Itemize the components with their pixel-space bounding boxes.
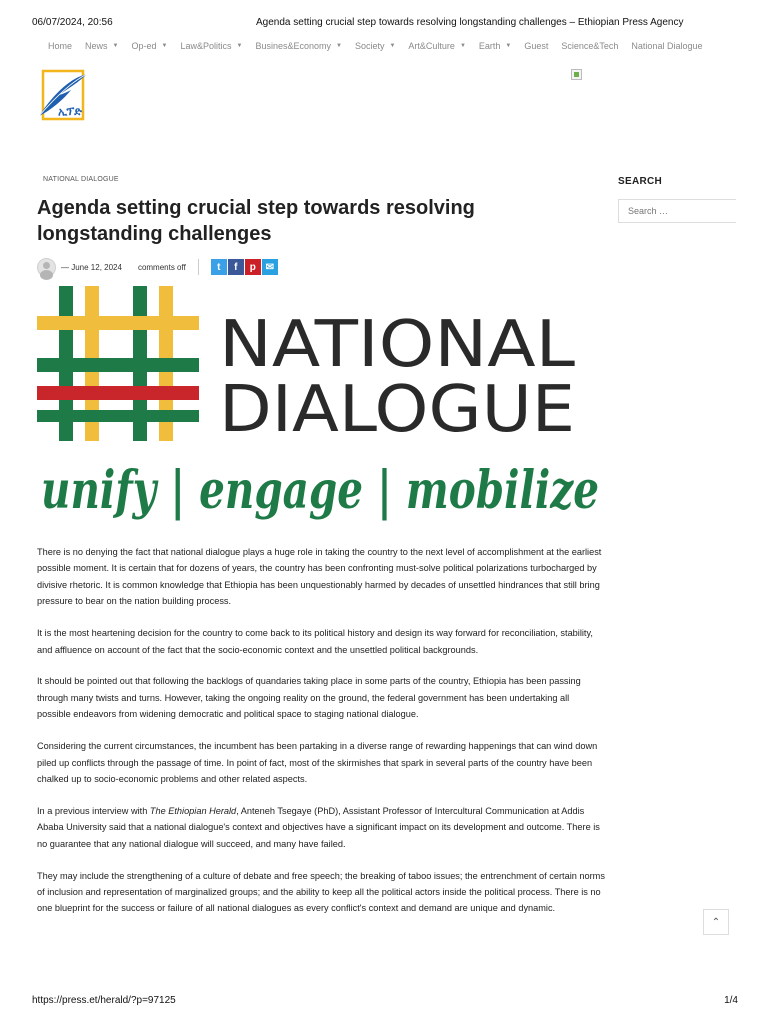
site-logo[interactable] [37,70,89,122]
article-category[interactable]: NATIONAL DIALOGUE [43,176,119,183]
nav-item-label: Home [48,41,73,51]
nav-item-label: Busines&Economy [255,41,331,51]
chevron-down-icon: ▼ [236,43,243,49]
nav-item-earth[interactable] [479,41,511,51]
logo-feather-icon [37,70,89,122]
chevron-down-icon: ▼ [161,43,168,49]
article-title: Agenda setting crucial step towards resolving longstanding challenges [37,197,475,245]
chevron-up-icon: ⌃ [711,916,721,928]
article-body [37,544,605,932]
hero-image [37,286,603,528]
comments-link[interactable]: comments off [137,262,186,272]
nav-item-label: Science&Tech [561,41,619,51]
nav-item-label: News [85,41,108,51]
nav-item-society[interactable] [355,41,395,51]
print-page-number: 1/4 [724,995,738,1006]
logo-text: ኢፕድ [58,105,82,118]
chevron-down-icon: ▼ [389,43,396,49]
hero-line-2: DIALOGUE [219,373,575,447]
nav-item-news[interactable] [85,41,118,51]
nav-item-label: National Dialogue [631,41,703,51]
publication-name: The Ethiopian Herald [149,805,237,816]
nav-item-label: Art&Culture [408,41,455,51]
search-widget-title: SEARCH [618,176,663,187]
hero-line-1: NATIONAL [219,308,576,382]
scroll-to-top-button[interactable] [703,909,729,935]
article-paragraph: Considering the current circumstances, the incumbent has been partaking in a diverse range of rewarding happenings that can wind down piled up conflicts through the passage of time. In point of fact, most of the skirmishes that spark in several parts of the country have been chalked up to socio-economic problems and other related aspects. [37,741,598,784]
article-meta [37,257,278,277]
print-datetime: 06/07/2024, 20:56 [32,17,113,28]
hero-tagline: unify | engage | mobilize [41,460,599,521]
broken-image-icon [571,69,582,80]
print-page-title: Agenda setting crucial step towards resolving longstanding challenges – Ethiopian Press Agency [256,17,684,28]
chevron-down-icon: ▼ [335,43,342,49]
nav-item-label: Society [354,41,385,51]
chevron-down-icon: ▼ [459,43,466,49]
email-share-icon[interactable]: ✉ [262,259,278,275]
article-paragraph [37,803,605,852]
nav-item-label: Guest [524,41,549,51]
paragraph-text: , Anteneh Tsegaye (PhD), Assistant Professor of Intercultural Communication at Addis Ababa University said that a national dialogue's context and objectives have a significant impact on its development and outcome. There is no guarantee that any national dialogue will succeed, and many have failed. [37,805,600,849]
nav-item-label: Earth [478,41,501,51]
facebook-share-icon[interactable]: f [228,259,244,275]
pinterest-share-icon[interactable]: p [245,259,261,275]
article-paragraph: It should be pointed out that following the backlogs of quandaries taking place in some parts of the country, Ethiopia has been passing through many twists and turns. However, taking the ongoing reality on the ground, the federal government has been undertaking all possible endeavors from widening democratic and political space to staging national dialogue. [37,676,581,720]
twitter-share-icon[interactable]: t [211,259,227,275]
nav-item-guest[interactable] [524,41,548,51]
main-nav [48,41,728,51]
nav-item-science-tech[interactable] [561,41,618,51]
share-buttons [211,259,278,275]
nav-item-home[interactable] [48,41,72,51]
search-input[interactable] [618,199,736,223]
article-paragraph: It is the most heartening decision for the country to come back to its political history and design its way forward for reconciliation, stability, and affluence on account of the fact that the socio-economic context and the unsettled political backgrounds. [37,628,593,655]
nav-item-busines-economy[interactable] [255,41,342,51]
chevron-down-icon: ▼ [505,43,512,49]
article-paragraph: There is no denying the fact that national dialogue plays a huge role in taking the country to the next level of accomplishment at the earliest possible moment. It is certain that for dozens of years, the country has been confronting must-solve political polarizations turbocharged by divisive rhetoric. It is common knowledge that Ethiopia has been unquestionably harmed by decades of unsettled hindrances that still bring pressure to bear on the nation building process. [37,547,602,607]
nav-item-label: Law&Politics [180,41,232,51]
national-dialogue-logo [37,286,603,528]
print-url: https://press.et/herald/?p=97125 [32,995,176,1006]
article-date: — June 12, 2024 [61,262,122,272]
author-avatar[interactable] [37,258,56,277]
nav-item-op-ed[interactable] [131,41,167,51]
meta-divider [198,259,199,275]
paragraph-text: In a previous interview with [37,805,150,816]
nav-item-law-politics[interactable] [180,41,242,51]
article-paragraph: They may include the strengthening of a culture of debate and free speech; the breaking of taboo issues; the entrenchment of certain norms of inclusion and representation of marginalized groups; and the ability to keep all the political actors inside the political process. There is no one blueprint for the success or failure of all national dialogues as every conflict's context and demand are unique and dynamic. [37,870,605,914]
nav-item-national-dialogue[interactable] [631,41,702,51]
print-header [32,17,738,31]
chevron-down-icon: ▼ [112,43,119,49]
nav-item-label: Op-ed [131,41,157,51]
nav-item-art-culture[interactable] [408,41,465,51]
